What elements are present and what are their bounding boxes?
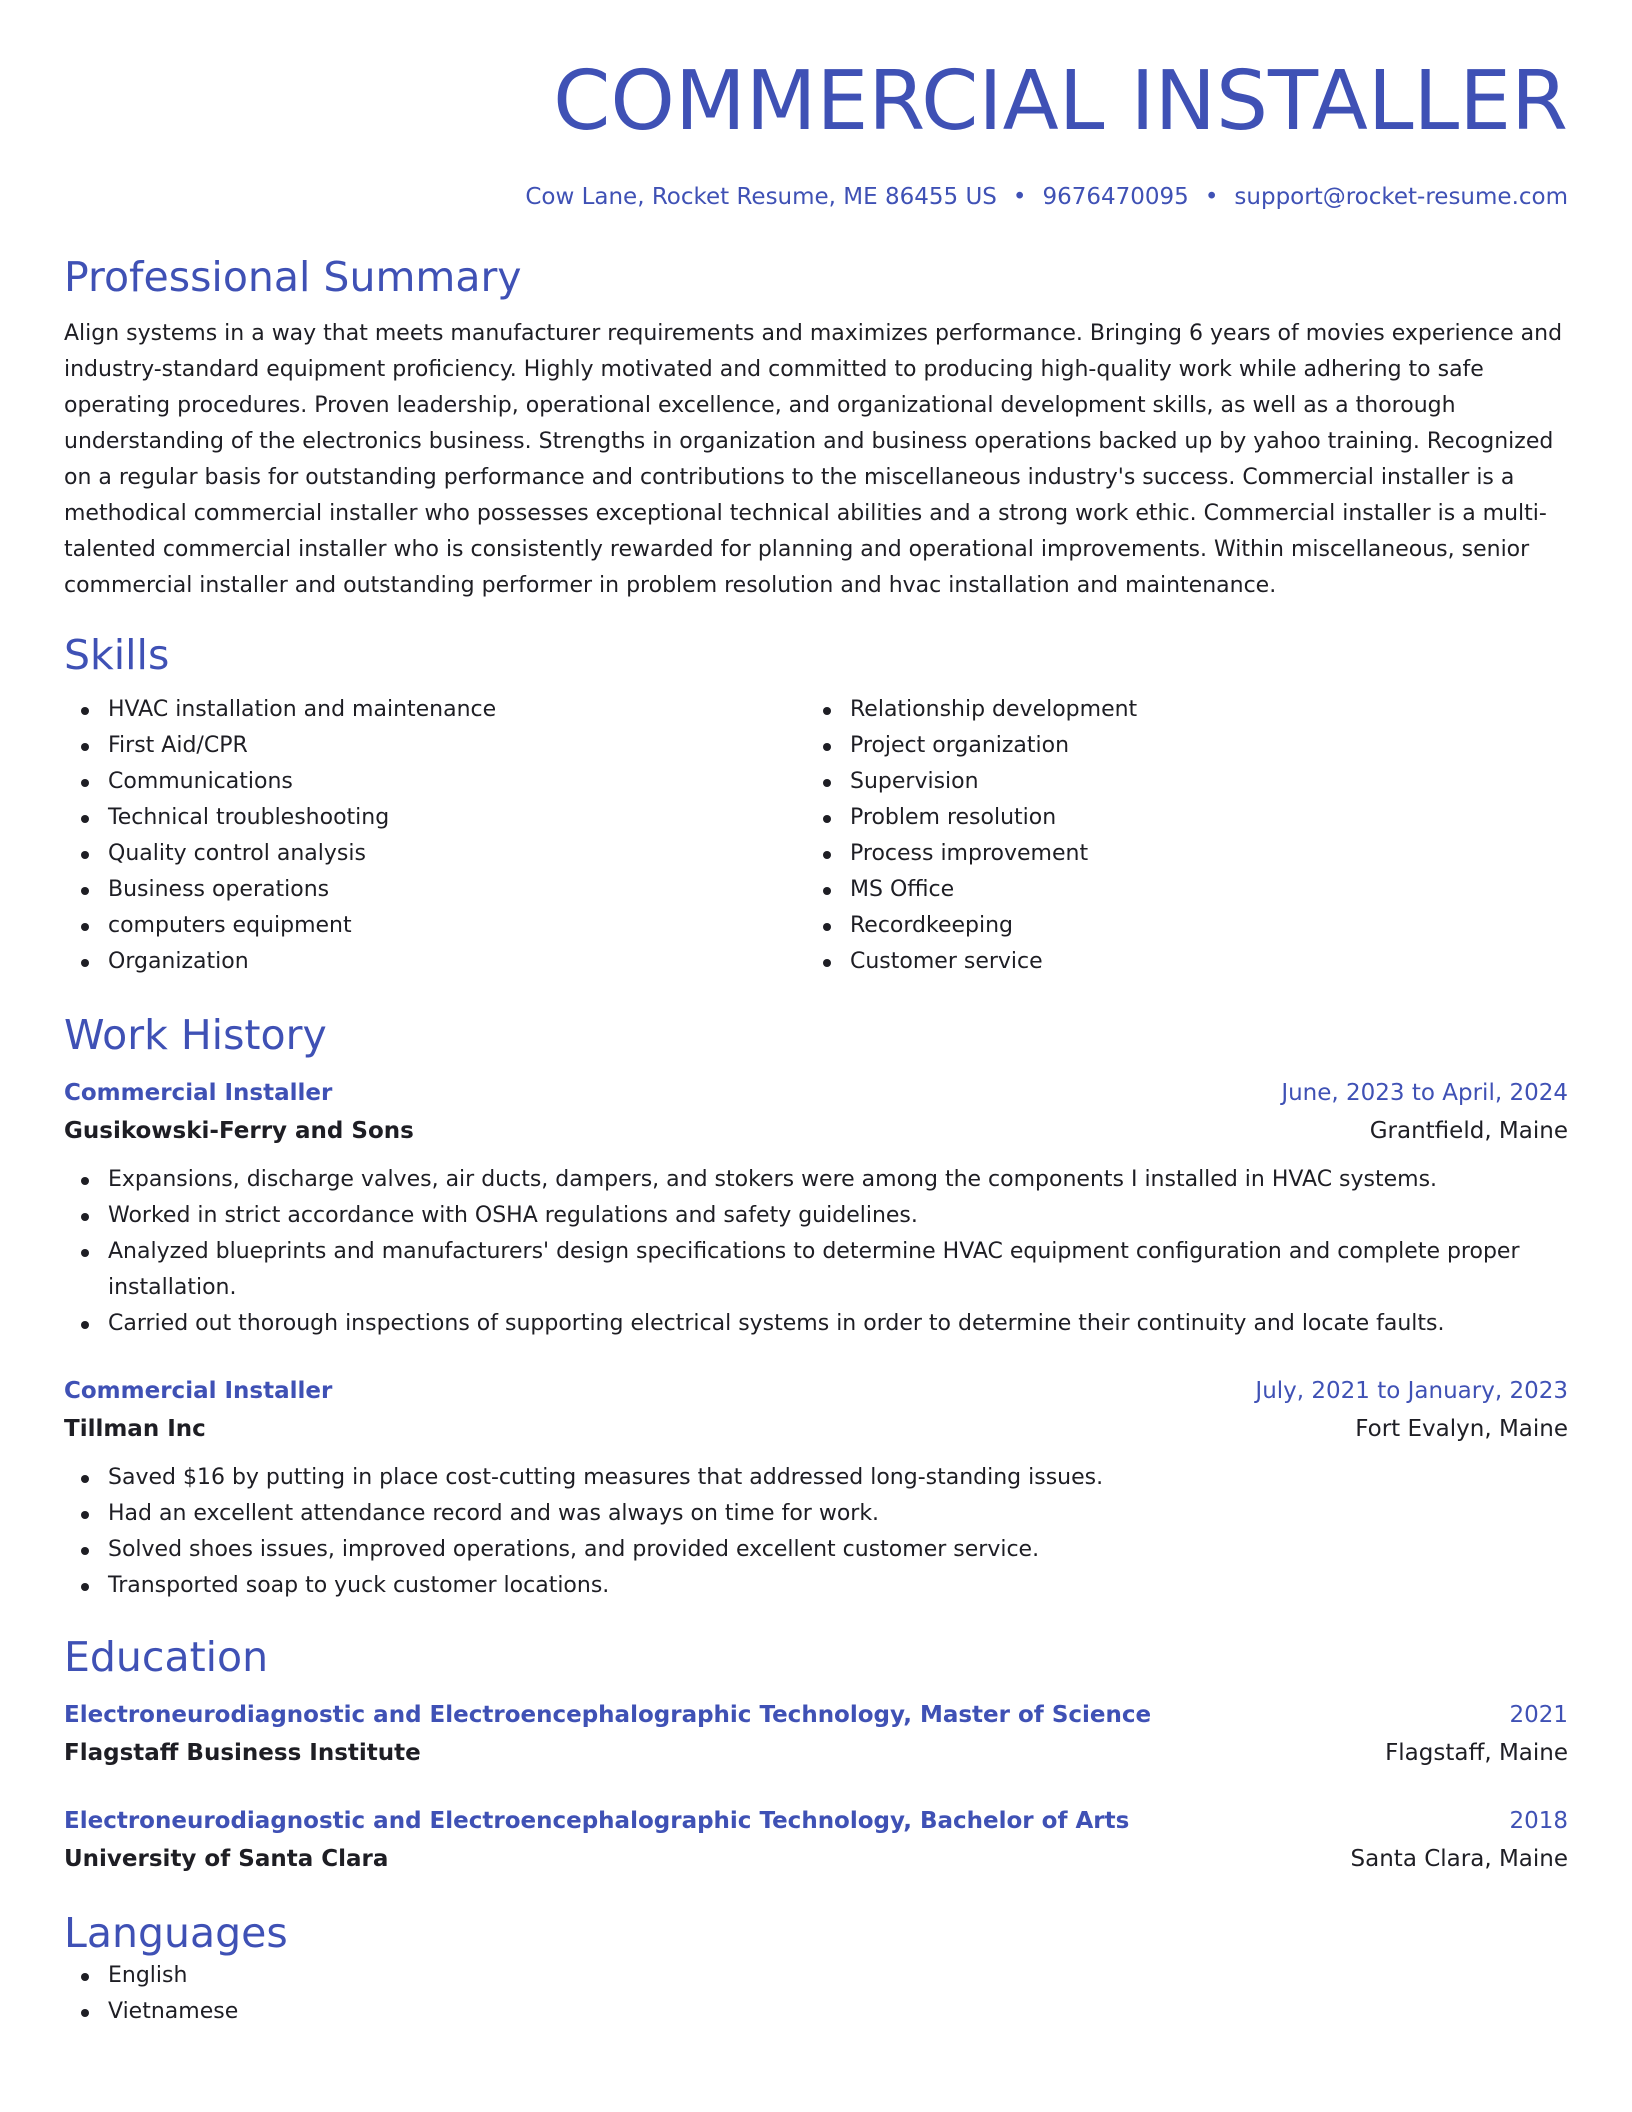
languages-heading: Languages — [64, 1909, 288, 1957]
job-location: Grantfield, Maine — [1369, 1118, 1568, 1144]
phone: 9676470095 — [1042, 184, 1189, 210]
job-bullet: Solved shoes issues, improved operations, and provided excellent customer service. — [64, 1532, 1568, 1568]
language-item: English — [64, 1958, 1568, 1994]
skills-list — [64, 692, 1568, 980]
contact-line — [64, 182, 1568, 212]
skill-item: First Aid/CPR — [64, 728, 806, 764]
job-company-row — [64, 1410, 1568, 1448]
education-heading: Education — [64, 1633, 269, 1681]
skill-item: MS Office — [806, 872, 1137, 908]
job-bullet: Expansions, discharge valves, air ducts, dampers, and stokers were among the components I installed in HVAC systems. — [64, 1162, 1568, 1198]
graduation-year: 2021 — [1509, 1702, 1568, 1728]
company-name: Tillman Inc — [64, 1416, 206, 1442]
job-bullet: Saved $16 by putting in place cost-cutting measures that addressed long-standing issues. — [64, 1460, 1568, 1496]
job-bullet: Had an excellent attendance record and was always on time for work. — [64, 1496, 1568, 1532]
skill-item: computers equipment — [64, 908, 806, 944]
job-header-row — [64, 1372, 1568, 1410]
job-title: Commercial Installer — [64, 1080, 333, 1106]
skill-item: Customer service — [806, 944, 1137, 980]
skill-item: Quality control analysis — [64, 836, 806, 872]
skill-item: Supervision — [806, 764, 1137, 800]
job-bullet: Carried out thorough inspections of supporting electrical systems in order to determine their continuity and locate faults. — [64, 1306, 1568, 1342]
job-dates: July, 2021 to January, 2023 — [1255, 1378, 1568, 1404]
job-bullets — [64, 1460, 1568, 1604]
education-school-row — [64, 1734, 1568, 1772]
contact-separator: • — [1204, 184, 1219, 210]
job-bullet: Analyzed blueprints and manufacturers' design specifications to determine HVAC equipment configuration and complete proper installation. — [64, 1234, 1568, 1306]
graduation-year: 2018 — [1509, 1808, 1568, 1834]
education-header-row — [64, 1696, 1568, 1734]
school-name: Flagstaff Business Institute — [64, 1740, 421, 1766]
skill-item: Communications — [64, 764, 806, 800]
summary-heading: Professional Summary — [64, 253, 522, 301]
language-item: Vietnamese — [64, 1994, 1568, 2030]
skills-column-right — [806, 692, 1137, 980]
skill-item: HVAC installation and maintenance — [64, 692, 806, 728]
languages-list — [64, 1958, 1568, 2030]
skills-heading: Skills — [64, 631, 170, 679]
skill-item: Organization — [64, 944, 806, 980]
skill-item: Project organization — [806, 728, 1137, 764]
school-name: University of Santa Clara — [64, 1846, 389, 1872]
skill-item: Process improvement — [806, 836, 1137, 872]
job-bullets — [64, 1162, 1568, 1342]
school-location: Flagstaff, Maine — [1385, 1740, 1568, 1766]
company-name: Gusikowski-Ferry and Sons — [64, 1118, 414, 1144]
education-header-row — [64, 1802, 1568, 1840]
summary-text: Align systems in a way that meets manufacturer requirements and maximizes performance. Bringing 6 years of movies experience and industry-standard equipment proficiency. Highly motivated and committed to producing high-quality work while adhering to safe operating procedures. Proven leadership, operational excellence, and organizational development skills, as well as a thorough understanding of the electronics business. Strengths in organization and business operations backed up by yahoo training. Recognized on a regular basis for outstanding performance and contributions to the miscellaneous industry's success. Commercial installer is a methodical commercial installer who possesses exceptional technical abilities and a strong work ethic. Commercial installer is a multi-talented commercial installer who is consistently rewarded for planning and operational improvements. Within miscellaneous, senior commercial installer and outstanding performer in problem resolution and hvac installation and maintenance. — [64, 321, 1563, 598]
page-title: COMMERCIAL INSTALLER — [553, 54, 1568, 149]
job-title: Commercial Installer — [64, 1378, 333, 1404]
work-history-heading: Work History — [64, 1011, 327, 1059]
job-bullet: Worked in strict accordance with OSHA regulations and safety guidelines. — [64, 1198, 1568, 1234]
skill-item: Business operations — [64, 872, 806, 908]
skill-item: Problem resolution — [806, 800, 1137, 836]
job-header-row — [64, 1074, 1568, 1112]
address: Cow Lane, Rocket Resume, ME 86455 US — [525, 184, 997, 210]
education-entry — [64, 1696, 1568, 1772]
degree: Electroneurodiagnostic and Electroencephalographic Technology, Master of Science — [64, 1702, 1152, 1728]
skill-item: Relationship development — [806, 692, 1137, 728]
education-entry — [64, 1802, 1568, 1878]
resume-header — [64, 0, 1568, 212]
job-company-row — [64, 1112, 1568, 1150]
job-entry — [64, 1074, 1568, 1342]
skills-column-left — [64, 692, 806, 980]
degree: Electroneurodiagnostic and Electroencephalographic Technology, Bachelor of Arts — [64, 1808, 1130, 1834]
job-bullet: Transported soap to yuck customer locations. — [64, 1568, 1568, 1604]
skill-item: Technical troubleshooting — [64, 800, 806, 836]
contact-separator: • — [1012, 184, 1027, 210]
skill-item: Recordkeeping — [806, 908, 1137, 944]
email: support@rocket-resume.com — [1234, 184, 1568, 210]
job-entry — [64, 1372, 1568, 1604]
education-school-row — [64, 1840, 1568, 1878]
job-location: Fort Evalyn, Maine — [1355, 1416, 1568, 1442]
school-location: Santa Clara, Maine — [1350, 1846, 1568, 1872]
job-dates: June, 2023 to April, 2024 — [1281, 1080, 1568, 1106]
